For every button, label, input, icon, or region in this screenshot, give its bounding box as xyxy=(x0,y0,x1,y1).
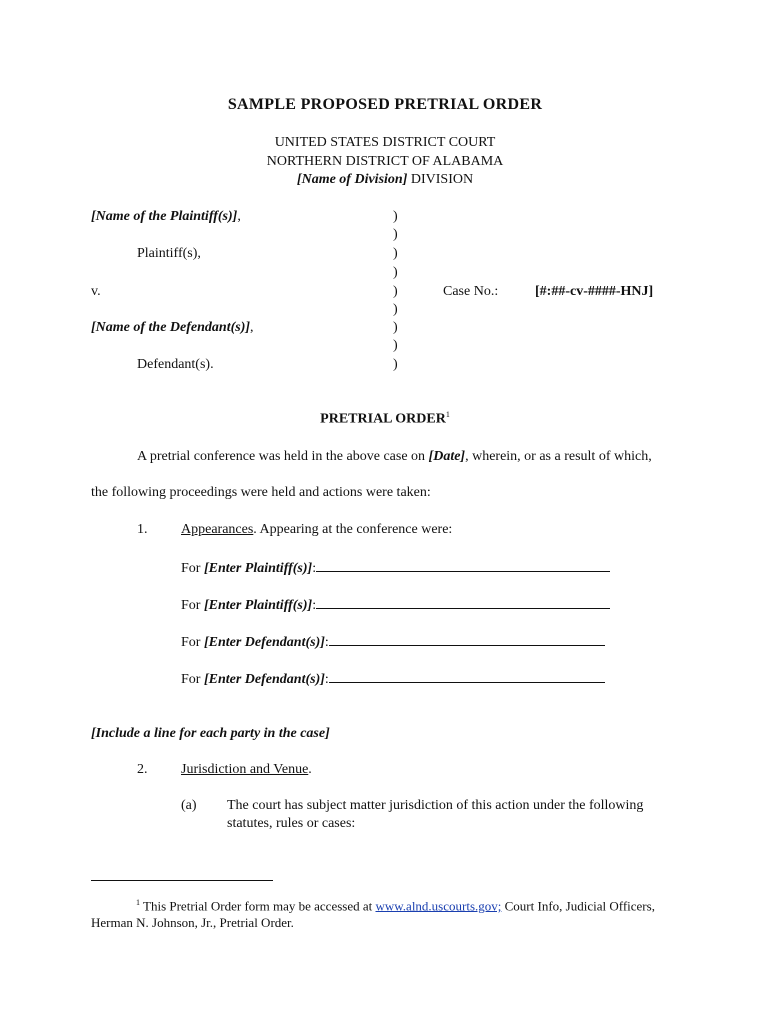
defendant-label: Defendant(s). xyxy=(137,357,214,372)
caption-paren: ) xyxy=(393,246,398,261)
footnote-separator xyxy=(91,880,273,881)
signature-line[interactable] xyxy=(316,596,610,609)
date-placeholder: [Date] xyxy=(428,449,466,464)
caption-paren: ) xyxy=(393,302,398,317)
division-suffix: DIVISION xyxy=(407,172,474,187)
defendant-name-line xyxy=(91,320,254,336)
defendant-name-placeholder: [Name of the Defendant(s)] xyxy=(91,320,251,335)
section-1-text: . Appearing at the conference were: xyxy=(253,522,453,537)
sub-a-line-1: The court has subject matter jurisdiction of this action under the following xyxy=(227,798,644,813)
section-1-line xyxy=(181,522,452,538)
appearance-entry xyxy=(181,596,610,614)
section-2-line xyxy=(181,762,312,778)
colon: : xyxy=(324,672,329,687)
footnote-reference: 1 xyxy=(445,410,450,419)
colon: : xyxy=(312,561,317,576)
party-placeholder: [Enter Defendant(s)] xyxy=(203,635,325,650)
sub-a-label: (a) xyxy=(181,798,197,813)
division-name-placeholder: [Name of Division] xyxy=(296,172,408,187)
caption-paren: ) xyxy=(393,357,398,372)
caption-paren: ) xyxy=(393,338,398,353)
section-1-number: 1. xyxy=(137,522,148,537)
caption-paren: ) xyxy=(393,209,398,224)
footnote-line-1 xyxy=(136,898,655,914)
party-placeholder: [Enter Defendant(s)] xyxy=(203,672,325,687)
case-number-label: Case No.: xyxy=(443,284,499,299)
colon: : xyxy=(324,635,329,650)
order-heading-text: PRETRIAL ORDER xyxy=(320,411,446,427)
caption-paren: ) xyxy=(393,265,398,280)
for-label: For xyxy=(181,561,204,576)
section-2-period: . xyxy=(308,762,312,777)
for-label: For xyxy=(181,635,204,650)
caption-paren: ) xyxy=(393,227,398,242)
court-division xyxy=(0,172,770,188)
caption-paren: ) xyxy=(393,284,398,299)
footnote-mark: 1 xyxy=(136,898,140,907)
appearance-entry xyxy=(181,633,605,651)
footnote-text-pre: This Pretrial Order form may be accessed at xyxy=(140,898,376,914)
versus-label: v. xyxy=(91,284,101,299)
plaintiff-comma: , xyxy=(237,209,241,224)
plaintiff-name-placeholder: [Name of the Plaintiff(s)] xyxy=(91,209,238,224)
appearance-entry xyxy=(181,670,605,688)
document-title: SAMPLE PROPOSED PRETRIAL ORDER xyxy=(227,96,543,113)
intro-text-post: , wherein, or as a result of which, xyxy=(465,449,652,464)
signature-line[interactable] xyxy=(316,559,610,572)
appearance-entry xyxy=(181,559,610,577)
party-placeholder: [Enter Plaintiff(s)] xyxy=(203,561,313,576)
section-2-number: 2. xyxy=(137,762,148,777)
order-heading xyxy=(0,410,770,428)
intro-line-2: the following proceedings were held and actions were taken: xyxy=(91,485,431,500)
plaintiff-label: Plaintiff(s), xyxy=(137,246,201,261)
court-district: NORTHERN DISTRICT OF ALABAMA xyxy=(266,154,504,169)
court-name: UNITED STATES DISTRICT COURT xyxy=(274,135,496,150)
plaintiff-name-line xyxy=(91,209,241,225)
signature-line[interactable] xyxy=(329,670,605,683)
case-number-value: [#:##-cv-####-HNJ] xyxy=(535,284,654,299)
caption-paren: ) xyxy=(393,320,398,335)
intro-line-1 xyxy=(137,449,652,465)
sub-a-line-2: statutes, rules or cases: xyxy=(227,816,356,831)
include-note: [Include a line for each party in the case] xyxy=(91,726,330,741)
signature-line[interactable] xyxy=(329,633,605,646)
for-label: For xyxy=(181,672,204,687)
for-label: For xyxy=(181,598,204,613)
party-placeholder: [Enter Plaintiff(s)] xyxy=(203,598,313,613)
section-2-heading: Jurisdiction and Venue xyxy=(181,762,309,777)
footnote-line-2: Herman N. Johnson, Jr., Pretrial Order. xyxy=(91,915,294,930)
footnote-link[interactable]: www.alnd.uscourts.gov; xyxy=(375,898,502,914)
section-1-heading: Appearances xyxy=(181,522,254,537)
colon: : xyxy=(312,598,317,613)
defendant-comma: , xyxy=(250,320,254,335)
intro-text-pre: A pretrial conference was held in the above case on xyxy=(137,449,429,464)
footnote-text-post: Court Info, Judicial Officers, xyxy=(501,898,655,914)
